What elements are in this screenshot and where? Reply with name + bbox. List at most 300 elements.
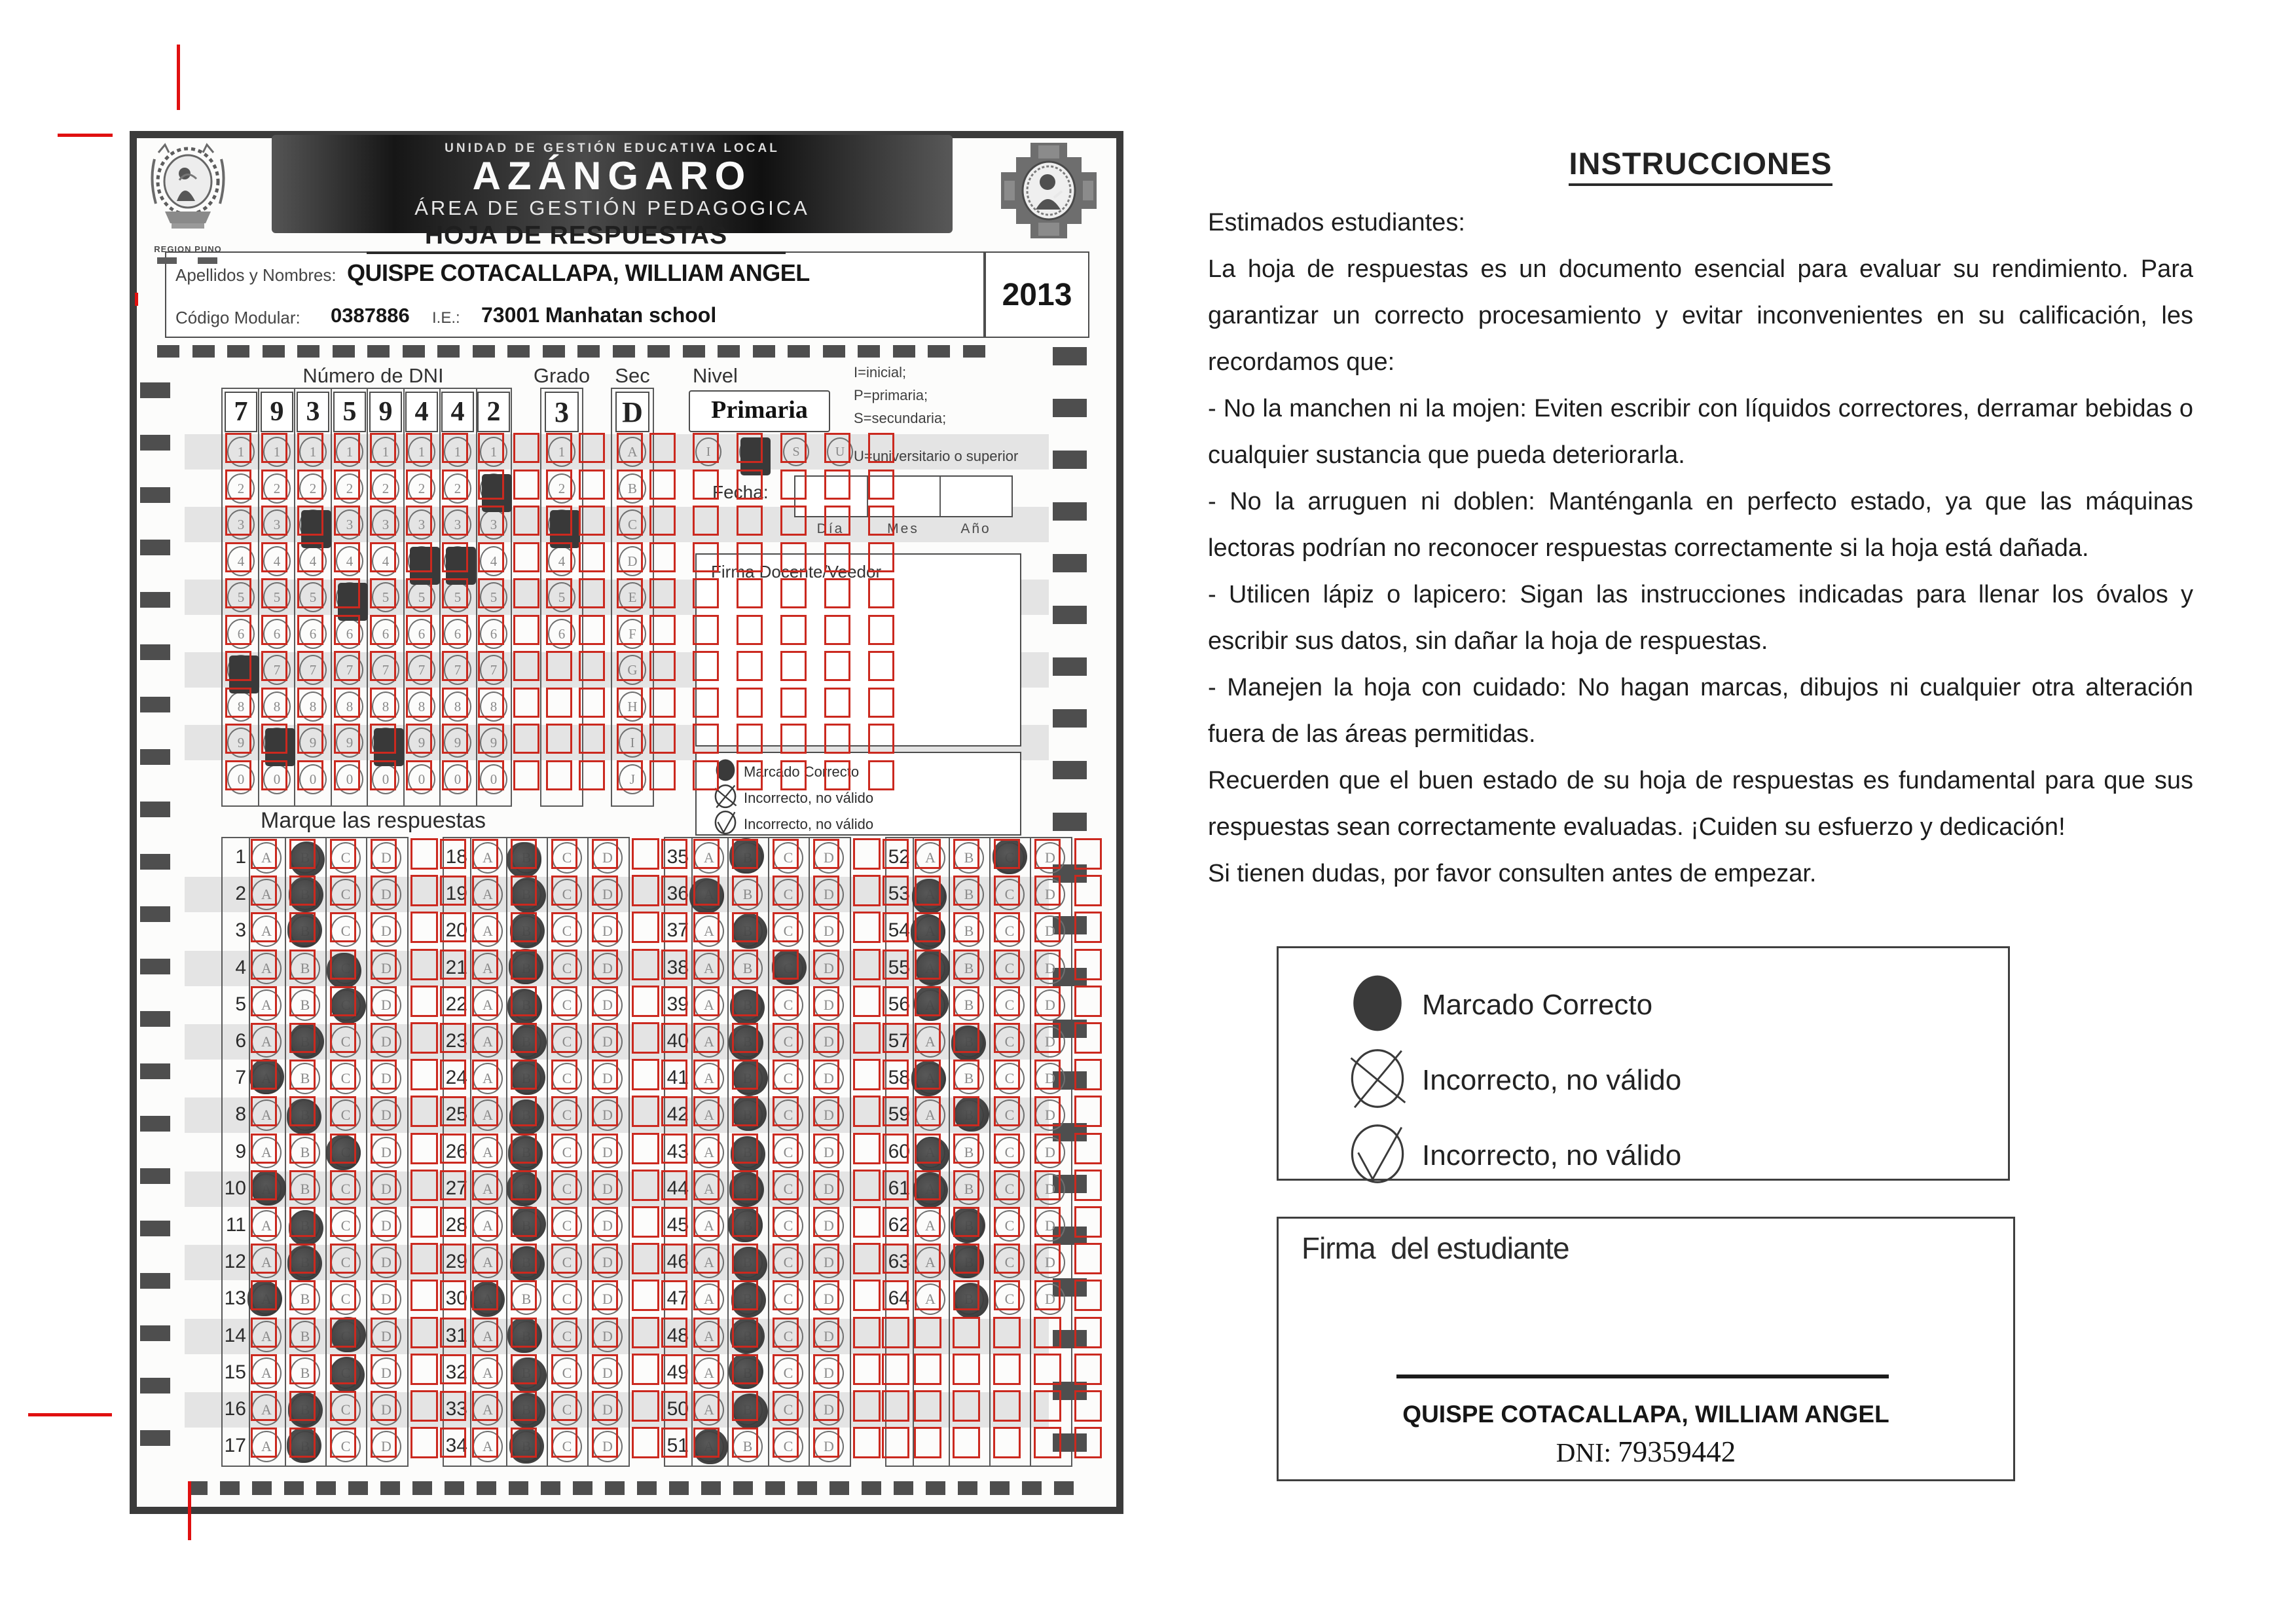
red-overlay-box xyxy=(649,578,676,608)
timing-mark xyxy=(893,345,915,358)
red-overlay-box xyxy=(330,1280,356,1310)
red-overlay-box xyxy=(813,1170,839,1200)
red-overlay-box xyxy=(410,1317,438,1348)
red-overlay-box xyxy=(440,1207,466,1237)
red-overlay-box xyxy=(251,1023,277,1053)
red-overlay-box xyxy=(472,1023,498,1053)
red-overlay-box xyxy=(511,1318,537,1348)
answer-bubble: D xyxy=(592,1357,623,1389)
timing-mark xyxy=(140,1430,170,1446)
timing-mark xyxy=(573,1481,592,1495)
red-overlay-box xyxy=(442,615,468,645)
red-overlay-box xyxy=(882,1427,909,1458)
red-overlay-box xyxy=(853,838,881,870)
red-overlay-box xyxy=(371,876,397,906)
answer-bubble: C xyxy=(331,1394,361,1426)
red-overlay-box xyxy=(693,1060,720,1090)
answer-bubble: A xyxy=(251,1321,282,1352)
red-overlay-box xyxy=(371,1170,397,1200)
answer-bubble: C xyxy=(773,842,803,874)
answer-bubble: A xyxy=(473,953,503,984)
red-overlay-box xyxy=(632,912,659,943)
red-overlay-box xyxy=(511,1207,537,1237)
red-overlay-box xyxy=(813,950,839,980)
red-overlay-box xyxy=(289,1170,316,1200)
dni-bubble: 8 xyxy=(263,692,291,722)
red-overlay-box xyxy=(737,470,763,500)
red-overlay-box xyxy=(661,1060,687,1090)
red-overlay-box xyxy=(632,1354,659,1385)
red-overlay-box xyxy=(513,760,539,790)
answer-bubble: C xyxy=(773,1137,803,1168)
red-overlay-box xyxy=(592,1170,618,1200)
red-overlay-box xyxy=(1074,1280,1102,1311)
timing-mark xyxy=(797,1481,817,1495)
red-overlay-box xyxy=(551,1060,577,1090)
red-overlay-box xyxy=(953,950,979,980)
red-overlay-box xyxy=(737,433,763,463)
red-overlay-box xyxy=(371,1207,397,1237)
red-overlay-box xyxy=(546,724,572,754)
red-overlay-box xyxy=(773,1060,799,1090)
red-overlay-box xyxy=(251,1280,277,1310)
red-overlay-box xyxy=(732,1354,758,1384)
red-overlay-box xyxy=(440,1280,466,1310)
legend-text-2: Incorrecto, no válido xyxy=(1422,1063,1682,1096)
timing-mark xyxy=(140,1221,170,1236)
answer-bubble: C xyxy=(552,1099,582,1131)
red-overlay-box xyxy=(442,760,468,790)
red-overlay-box xyxy=(780,688,807,718)
red-overlay-box xyxy=(297,506,323,536)
answer-number: 42 xyxy=(666,1103,689,1125)
answer-bubble: A xyxy=(473,1210,503,1242)
red-overlay-box xyxy=(732,1428,758,1458)
crop-mark-bottom-vertical xyxy=(188,1481,191,1540)
red-overlay-box xyxy=(334,760,360,790)
timing-mark xyxy=(284,1481,304,1495)
red-overlay-box xyxy=(853,1170,881,1201)
red-overlay-box xyxy=(883,1244,909,1274)
answer-number: 34 xyxy=(445,1435,467,1456)
red-overlay-box xyxy=(868,760,894,790)
grid-line xyxy=(768,838,769,1466)
legend-row-correct xyxy=(1347,973,2008,1037)
red-overlay-box xyxy=(472,1318,498,1348)
red-overlay-box xyxy=(472,1354,498,1384)
red-overlay-box xyxy=(915,1244,941,1274)
red-overlay-box xyxy=(551,1391,577,1421)
timing-mark xyxy=(227,345,249,358)
red-overlay-box xyxy=(649,506,676,536)
answer-bubble: D xyxy=(592,1137,623,1168)
red-overlay-box xyxy=(824,615,850,645)
answer-bubble: D xyxy=(371,1099,401,1131)
red-overlay-box xyxy=(693,1170,720,1200)
red-overlay-box xyxy=(915,950,941,980)
fecha-label: Fecha: xyxy=(712,482,769,502)
timing-mark xyxy=(765,1481,785,1495)
answer-bubble: A xyxy=(251,879,282,910)
red-overlay-box xyxy=(994,1023,1020,1053)
answer-bubble: C xyxy=(994,1283,1025,1315)
answer-number: 13 xyxy=(224,1287,246,1309)
red-overlay-box xyxy=(732,950,758,980)
red-overlay-box xyxy=(442,651,468,681)
answer-bubble: A xyxy=(473,1137,503,1168)
answer-bubble: C xyxy=(994,1247,1025,1278)
red-overlay-box xyxy=(773,1318,799,1348)
legend-text-1: Marcado Correcto xyxy=(1422,988,1653,1021)
chakana-icon xyxy=(990,141,1108,240)
red-overlay-box xyxy=(289,912,316,942)
year-box-value: 2013 xyxy=(985,251,1089,338)
red-overlay-box xyxy=(953,912,979,942)
red-overlay-box xyxy=(330,839,356,869)
red-overlay-box xyxy=(693,1096,720,1126)
answer-number: 49 xyxy=(666,1361,689,1383)
red-overlay-box xyxy=(513,542,539,572)
answer-number: 28 xyxy=(445,1214,467,1236)
answer-bubble: B xyxy=(954,989,984,1021)
fecha-divider-2 xyxy=(939,477,941,516)
red-overlay-box xyxy=(592,1207,618,1237)
red-overlay-box xyxy=(780,542,807,572)
dni-bubble: 9 xyxy=(444,728,471,758)
red-overlay-box xyxy=(1034,950,1061,980)
dni-bubble: 0 xyxy=(408,764,435,794)
answer-bubble: C xyxy=(331,915,361,947)
red-overlay-box xyxy=(632,986,659,1017)
red-overlay-box xyxy=(334,542,360,572)
red-overlay-box xyxy=(330,950,356,980)
timing-mark xyxy=(507,345,530,358)
dni-bubble: 1 xyxy=(480,437,507,467)
region-puno-emblem xyxy=(145,141,230,272)
red-overlay-box xyxy=(410,1206,438,1238)
red-overlay-box xyxy=(297,615,323,645)
red-overlay-box xyxy=(780,651,807,681)
red-overlay-box xyxy=(914,1427,941,1458)
checked-circle-icon xyxy=(714,811,737,838)
red-overlay-box xyxy=(289,1023,316,1053)
timing-mark xyxy=(1053,813,1087,831)
answer-bubble: C xyxy=(773,1247,803,1278)
red-overlay-box xyxy=(883,1096,909,1126)
red-overlay-box xyxy=(853,949,881,980)
dni-bubble: 7 xyxy=(408,655,435,685)
red-overlay-box xyxy=(225,724,251,754)
dni-bubble: 4 xyxy=(227,546,255,576)
grado-bubble: 5 xyxy=(548,582,575,612)
answer-number: 64 xyxy=(888,1287,910,1309)
dni-bubble: 0 xyxy=(227,764,255,794)
red-overlay-box xyxy=(915,1170,941,1200)
red-overlay-box xyxy=(994,839,1020,869)
sheet-legend-text-1: Marcado Correcto xyxy=(744,763,860,780)
red-overlay-box xyxy=(297,542,323,572)
red-overlay-box xyxy=(632,1427,659,1458)
sec-label: Sec xyxy=(615,364,650,387)
red-overlay-box xyxy=(370,470,396,500)
red-overlay-box xyxy=(592,1244,618,1274)
crop-mark-top-vertical xyxy=(177,45,180,110)
red-overlay-box xyxy=(693,950,720,980)
dni-digit-box: 2 xyxy=(477,392,510,432)
red-overlay-box xyxy=(994,876,1020,906)
red-overlay-box xyxy=(994,1134,1020,1164)
header-banner xyxy=(272,135,953,233)
code-label: Código Modular: xyxy=(175,308,301,327)
sec-value-box: D xyxy=(615,392,649,432)
red-overlay-box xyxy=(994,1207,1020,1237)
red-overlay-box xyxy=(617,615,643,645)
red-overlay-box xyxy=(883,1023,909,1053)
answer-number: 29 xyxy=(445,1251,467,1272)
red-overlay-box xyxy=(953,876,979,906)
red-overlay-box xyxy=(1074,1427,1102,1458)
timing-mark xyxy=(613,345,635,358)
red-overlay-box xyxy=(297,760,323,790)
red-overlay-box xyxy=(953,1134,979,1164)
dni-bubble: 4 xyxy=(480,546,507,576)
red-overlay-box xyxy=(737,542,763,572)
red-overlay-box xyxy=(511,950,537,980)
red-overlay-box xyxy=(551,950,577,980)
answer-number: 10 xyxy=(224,1177,246,1199)
red-overlay-box xyxy=(513,506,539,536)
signature-label: Firma del estudiante xyxy=(1302,1231,1569,1265)
red-overlay-box xyxy=(297,578,323,608)
dni-bubble: 7 xyxy=(299,655,327,685)
answer-bubble: A xyxy=(694,1173,724,1205)
red-overlay-box xyxy=(440,1060,466,1090)
red-overlay-box xyxy=(440,1023,466,1053)
answer-bubble: A xyxy=(915,842,945,874)
answer-bubble: B xyxy=(954,879,984,910)
timing-mark xyxy=(509,1481,528,1495)
red-overlay-box xyxy=(994,912,1020,942)
red-overlay-box xyxy=(440,1354,466,1384)
red-overlay-box xyxy=(994,1244,1020,1274)
dni-bubble: 3 xyxy=(336,509,363,540)
red-overlay-box xyxy=(737,688,763,718)
dni-bubble: 3 xyxy=(372,509,399,540)
answer-bubble: A xyxy=(473,1394,503,1426)
answer-bubble: A xyxy=(251,1247,282,1278)
red-overlay-box xyxy=(251,1134,277,1164)
red-overlay-box xyxy=(472,1096,498,1126)
answer-bubble: C xyxy=(331,1173,361,1205)
instructions-title: INSTRUCCIONES xyxy=(1569,146,1832,186)
red-overlay-box xyxy=(478,506,504,536)
red-overlay-box xyxy=(410,838,438,870)
dni-bubble: 0 xyxy=(372,764,399,794)
timing-mark xyxy=(928,345,950,358)
answer-bubble: D xyxy=(1035,879,1065,910)
answer-bubble: C xyxy=(331,879,361,910)
answer-bubble: C xyxy=(552,1394,582,1426)
red-overlay-box xyxy=(914,1354,941,1385)
red-overlay-box xyxy=(410,1170,438,1201)
dni-bubble: 1 xyxy=(444,437,471,467)
timing-mark xyxy=(577,345,600,358)
red-overlay-box xyxy=(693,1207,720,1237)
answer-bubble: A xyxy=(473,879,503,910)
red-overlay-box xyxy=(994,1096,1020,1126)
red-overlay-box xyxy=(592,912,618,942)
red-overlay-box xyxy=(579,506,605,536)
red-overlay-box xyxy=(478,760,504,790)
red-overlay-box xyxy=(732,876,758,906)
red-overlay-box xyxy=(289,1244,316,1274)
timing-mark xyxy=(333,345,355,358)
answer-bubble: A xyxy=(694,842,724,874)
answer-number: 27 xyxy=(445,1177,467,1199)
timing-mark xyxy=(1053,554,1087,572)
answer-bubble: C xyxy=(994,953,1025,984)
red-overlay-box xyxy=(661,839,687,869)
red-overlay-box xyxy=(472,1244,498,1274)
grado-label: Grado xyxy=(533,364,591,387)
red-overlay-box xyxy=(693,724,719,754)
answer-bubble: C xyxy=(773,915,803,947)
answer-number: 5 xyxy=(235,993,246,1015)
answer-bubble: D xyxy=(371,1321,401,1352)
red-overlay-box xyxy=(472,1280,498,1310)
red-overlay-box xyxy=(371,1023,397,1053)
answer-bubble: C xyxy=(331,1210,361,1242)
red-overlay-box xyxy=(883,1207,909,1237)
red-overlay-box xyxy=(617,760,643,790)
ie-label: I.E.: xyxy=(432,309,460,327)
dni-bubble: 3 xyxy=(444,509,471,540)
crop-mark-left-tick xyxy=(135,293,138,306)
red-overlay-box xyxy=(632,1206,659,1238)
sheet-legend-text-3: Incorrecto, no válido xyxy=(744,815,874,832)
answer-bubble: C xyxy=(331,1063,361,1094)
answer-bubble: C xyxy=(331,1099,361,1131)
answer-bubble: A xyxy=(694,989,724,1021)
sheet-legend-text-2: Incorrecto, no válido xyxy=(744,789,874,806)
dni-bubble: 5 xyxy=(263,582,291,612)
answer-number: 30 xyxy=(445,1287,467,1309)
answer-bubble: B xyxy=(290,1063,320,1094)
timing-mark xyxy=(140,487,170,503)
timing-mark xyxy=(1053,399,1087,417)
answer-bubble: D xyxy=(371,1173,401,1205)
timing-mark xyxy=(263,345,285,358)
red-overlay-box xyxy=(773,1134,799,1164)
red-overlay-box xyxy=(883,1280,909,1310)
red-overlay-box xyxy=(297,688,323,718)
red-overlay-box xyxy=(853,1243,881,1274)
answer-number: 59 xyxy=(888,1103,910,1125)
red-overlay-box xyxy=(1074,1317,1102,1348)
answer-number: 51 xyxy=(666,1435,689,1456)
red-overlay-box xyxy=(693,433,719,463)
red-overlay-box xyxy=(478,578,504,608)
red-overlay-box xyxy=(261,615,287,645)
answer-bubble: D xyxy=(592,1394,623,1426)
red-overlay-box xyxy=(225,578,251,608)
timing-mark xyxy=(140,1273,170,1289)
red-overlay-box xyxy=(773,1244,799,1274)
red-overlay-box xyxy=(649,615,676,645)
answer-bubble: D xyxy=(592,842,623,874)
dni-bubble: 1 xyxy=(263,437,291,467)
red-overlay-box xyxy=(780,615,807,645)
answer-bubble: A xyxy=(694,1247,724,1278)
dni-bubble: 0 xyxy=(299,764,327,794)
timing-mark xyxy=(252,1481,272,1495)
answer-bubble: C xyxy=(552,842,582,874)
answer-number: 26 xyxy=(445,1141,467,1162)
dni-bubble: 4 xyxy=(263,546,291,576)
answer-bubble: B xyxy=(954,1063,984,1094)
answer-number: 4 xyxy=(235,957,246,978)
red-overlay-box xyxy=(370,506,396,536)
red-overlay-box xyxy=(551,1096,577,1126)
answer-number: 16 xyxy=(224,1398,246,1420)
answer-bubble: A xyxy=(473,1173,503,1205)
red-overlay-box xyxy=(289,1391,316,1421)
answer-bubble: D xyxy=(814,1137,844,1168)
answer-bubble: D xyxy=(814,1394,844,1426)
red-overlay-box xyxy=(513,688,539,718)
dni-bubble: 9 xyxy=(408,728,435,758)
timing-mark xyxy=(829,1481,849,1495)
red-overlay-box xyxy=(780,433,807,463)
red-overlay-box xyxy=(693,542,719,572)
red-overlay-box xyxy=(868,506,894,536)
grid-line xyxy=(1030,838,1031,1466)
nivel-label: Nivel xyxy=(693,364,738,387)
red-overlay-box xyxy=(261,688,287,718)
timing-mark xyxy=(140,1168,170,1184)
red-overlay-box xyxy=(592,1096,618,1126)
red-overlay-box xyxy=(472,1170,498,1200)
answer-bubble: A xyxy=(694,953,724,984)
red-overlay-box xyxy=(853,1317,881,1348)
name-value: QUISPE COTACALLAPA, WILLIAM ANGEL xyxy=(347,259,810,286)
timing-mark xyxy=(543,345,565,358)
red-overlay-box xyxy=(289,1354,316,1384)
answer-number: 15 xyxy=(224,1361,246,1383)
red-overlay-box xyxy=(993,1317,1021,1348)
answer-bubble: A xyxy=(915,1099,945,1131)
timing-mark xyxy=(669,1481,689,1495)
red-overlay-box xyxy=(551,876,577,906)
red-overlay-box xyxy=(853,1096,881,1127)
red-overlay-box xyxy=(853,1133,881,1164)
answer-bubble: C xyxy=(552,1247,582,1278)
red-overlay-box xyxy=(546,470,572,500)
red-overlay-box xyxy=(649,433,676,463)
red-overlay-box xyxy=(371,1318,397,1348)
red-overlay-box xyxy=(442,506,468,536)
nivel-bubble: U xyxy=(827,437,853,466)
fecha-col-dia: Día xyxy=(816,521,845,536)
nivel-legend-2: P=primaria; xyxy=(854,387,928,403)
instructions-paragraph: - Utilicen lápiz o lapicero: Sigan las instrucciones indicadas para llenar los óvalos y escribir sus datos, sin dañar la hoja de respuestas. xyxy=(1208,581,2193,655)
red-overlay-box xyxy=(410,1096,438,1127)
answer-bubble: D xyxy=(371,1210,401,1242)
red-overlay-box xyxy=(330,876,356,906)
sec-bubble: J xyxy=(619,764,646,794)
red-overlay-box xyxy=(773,1096,799,1126)
red-overlay-box xyxy=(592,1280,618,1310)
